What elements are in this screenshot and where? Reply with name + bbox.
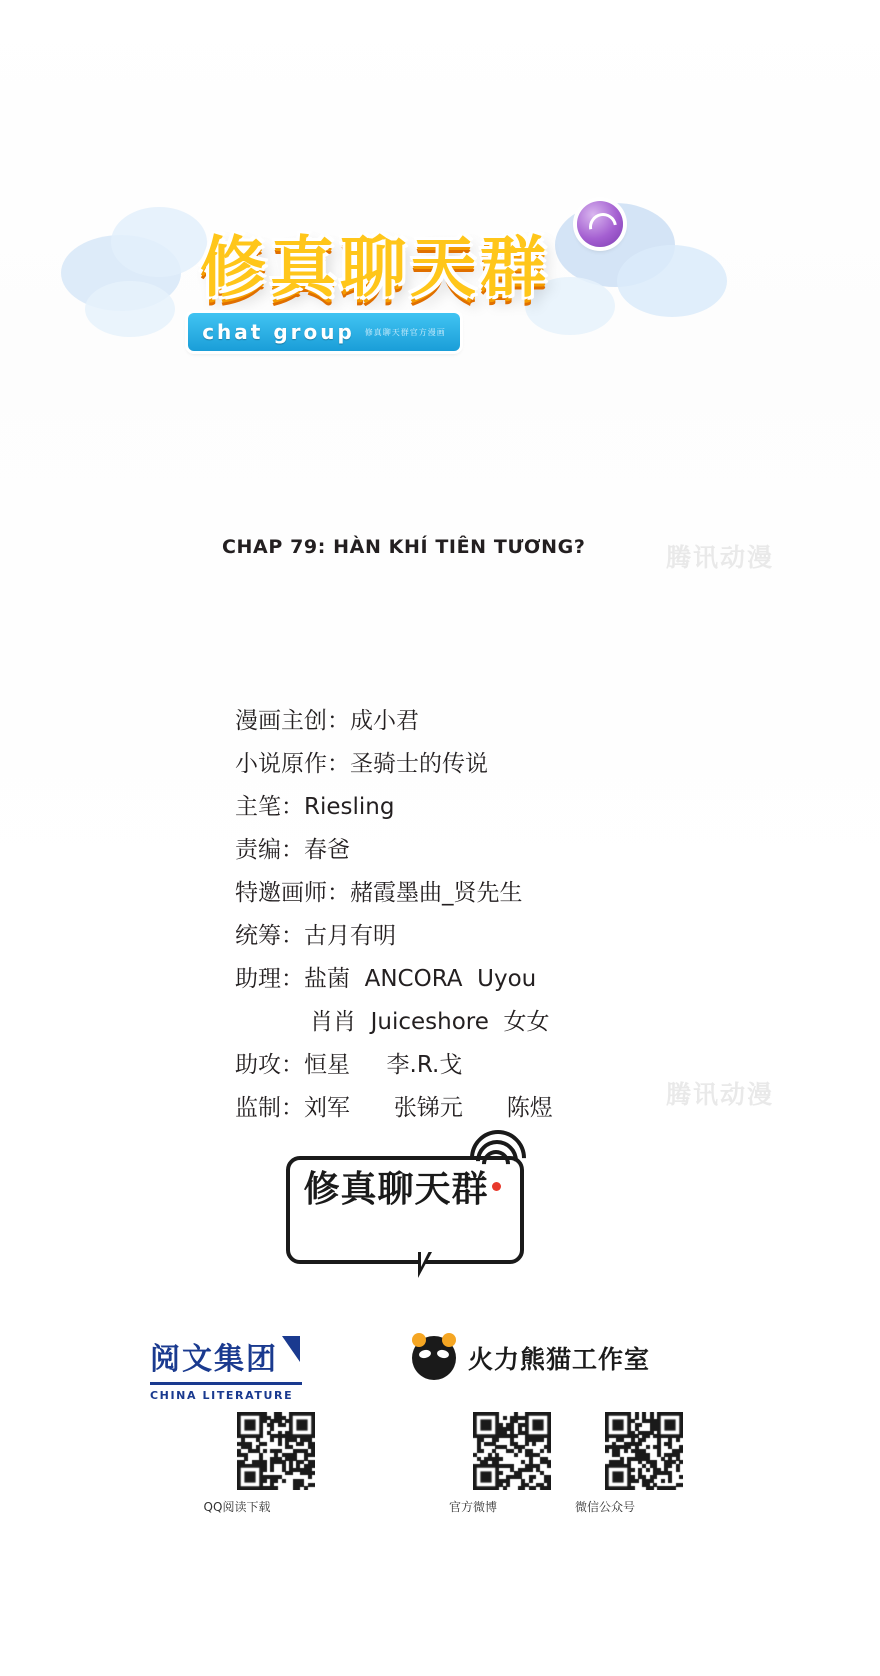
weibo-qr[interactable]	[408, 1412, 538, 1515]
credit-line: 特邀画师：赭霞墨曲_贤先生	[235, 880, 523, 906]
publisher-rule	[150, 1382, 302, 1385]
speech-bubble-tail	[418, 1252, 432, 1278]
chapter-title: CHAP 79: HÀN KHÍ TIÊN TƯƠNG?	[222, 536, 586, 558]
publisher-corner-mark	[282, 1336, 300, 1362]
qr-code-row	[150, 1412, 730, 1552]
credits-list	[235, 700, 665, 1130]
wifi-signal-icon	[577, 201, 623, 247]
qr-caption: 微信公众号	[574, 1500, 635, 1514]
cloud-decoration	[617, 245, 727, 317]
credit-line: 统筹：古月有明	[235, 923, 396, 949]
credit-line: 助攻：恒星 李.R.戈	[235, 1052, 463, 1078]
qq-reader-qr[interactable]	[172, 1412, 302, 1515]
stamp-text	[296, 1170, 496, 1210]
logo-subtitle-en: chat group	[202, 320, 355, 344]
panda-ear-left-icon	[412, 1333, 426, 1347]
logo-title-text: 修真聊天群	[200, 228, 550, 306]
studio-name: 火力熊猫工作室	[468, 1345, 651, 1374]
qr-code-image	[434, 1412, 512, 1490]
stamp-line-2: 聊天群	[377, 1169, 489, 1210]
qr-caption: 官方微博	[448, 1500, 497, 1514]
credit-line: 漫画主创：成小君	[235, 708, 419, 734]
publisher-name-cn: 阅文集团	[150, 1342, 278, 1377]
series-logo	[55, 185, 715, 385]
credit-line: 责编：春爸	[235, 837, 350, 863]
logo-subtitle-banner	[188, 313, 460, 351]
credit-line: 小说原作：圣骑士的传说	[235, 751, 488, 777]
panda-icon	[412, 1336, 456, 1380]
publisher-name-en: CHINA LITERATURE	[150, 1389, 294, 1402]
watermark: 腾讯动漫	[666, 1080, 775, 1109]
publisher-row	[150, 1334, 730, 1404]
stamp-line-1: 修真	[303, 1169, 378, 1210]
qr-caption: QQ阅读下载	[203, 1500, 271, 1514]
series-stamp-logo	[286, 1148, 530, 1266]
watermark: 腾讯动漫	[666, 543, 775, 572]
wechat-qr[interactable]	[540, 1412, 670, 1515]
publisher-huoli-panda	[412, 1336, 650, 1380]
credit-line: 主笔：Riesling	[235, 794, 395, 820]
logo-subtitle-cn: 修真聊天群官方漫画	[364, 327, 446, 337]
panda-ear-right-icon	[442, 1333, 456, 1347]
publisher-china-literature	[150, 1334, 302, 1402]
credit-line: 肖肖 Juiceshore 女女	[310, 1009, 550, 1035]
qr-code-image	[198, 1412, 276, 1490]
credit-line: 监制：刘军 张锑元 陈煜	[235, 1095, 553, 1121]
qr-code-image	[566, 1412, 644, 1490]
credit-line: 助理：盐菌 ANCORA Uyou	[235, 966, 537, 992]
